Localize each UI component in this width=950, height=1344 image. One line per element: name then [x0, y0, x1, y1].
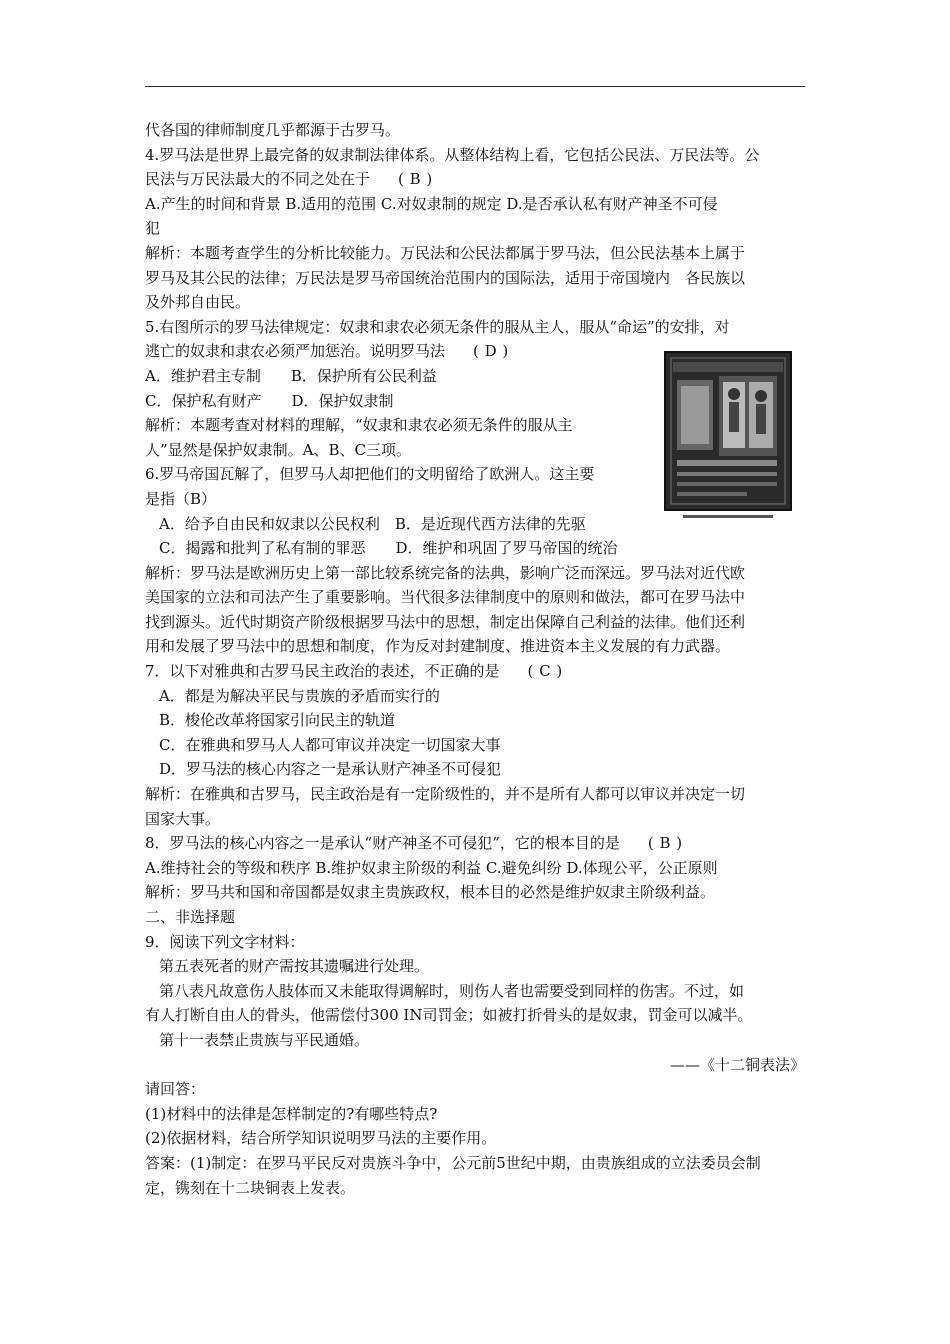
analysis-6: 解析：罗马法是欧洲历史上第一部比较系统完备的法典，影响广泛而深远。罗马法对近代欧	[145, 563, 746, 582]
question-4-stem: 民法与万民法最大的不同之处在于	[145, 170, 371, 189]
text-line: 有人打断自由人的骨头，他需偿付300 IN司罚金；如被打折骨头的是奴隶，罚金可以减半。	[145, 1006, 753, 1025]
question-8-answer: ( B )	[647, 834, 683, 853]
material-table-5: 第五表死者的财产需按其遗嘱进行处理。	[159, 957, 430, 976]
header-rule	[145, 86, 805, 87]
question-7-option-d: D．罗马法的核心内容之一是承认财产神圣不可侵犯	[159, 760, 502, 779]
text-line	[145, 659, 807, 684]
question-6-option-ab: A．给予自由民和奴隶以公民权利 B．是近现代西方法律的先驱	[159, 514, 586, 533]
question-6: 6.罗马帝国瓦解了，但罗马人却把他们的文明留给了欧洲人。这主要	[145, 465, 595, 484]
text-line: 代各国的律师制度几乎都源于古罗马。	[145, 121, 401, 139]
roman-law-image	[663, 350, 793, 522]
question-7-option-c: C．在雅典和罗马人人都可审议并决定一切国家大事	[159, 735, 501, 754]
question-5-answer: ( D )	[473, 342, 509, 361]
question-8-stem: 8．罗马法的核心内容之一是承认“财产神圣不可侵犯”，它的根本目的是	[145, 834, 620, 853]
text-line: 人”显然是保护奴隶制。A、B、C三项。	[145, 440, 412, 459]
text-line	[145, 167, 807, 192]
text-line: 犯	[145, 219, 161, 238]
text-line: 国家大事。	[145, 809, 221, 828]
text-line: 罗马及其公民的法律；万民法是罗马帝国统治范围内的国际法，适用于帝国境内 各民族以	[145, 268, 746, 287]
text-line: 是指（B）	[145, 489, 217, 508]
text-line: 用和发展了罗马法中的思想和制度，作为反对封建制度、推进资本主义发展的有力武器。	[145, 637, 731, 656]
material-table-8: 第八表凡故意伤人肢体而又未能取得调解时，则伤人者也需要受到同样的伤害。不过，如	[159, 981, 745, 1000]
question-7-option-b: B．梭伦改革将国家引向民主的轨道	[159, 711, 396, 730]
text-line: 及外邦自由民。	[145, 293, 251, 312]
analysis-5: 解析：本题考查对材料的理解，“奴隶和隶农必须无条件的服从主	[145, 416, 573, 435]
question-7-answer: ( C )	[527, 662, 563, 681]
question-5-option-ab: A．维护君主专制 B．保护所有公民利益	[145, 366, 437, 385]
sub-question-2: (2)依据材料，结合所学知识说明罗马法的主要作用。	[145, 1129, 497, 1148]
section-heading: 二、非选择题	[145, 908, 236, 926]
question-7-option-a: A．都是为解决平民与贵族的矛盾而实行的	[159, 686, 440, 705]
text-line: 美国家的立法和司法产生了重要影响。当代很多法律制度中的原则和做法，都可在罗马法中	[145, 588, 746, 607]
text-line	[145, 831, 807, 856]
analysis-4: 解析：本题考查学生的分析比较能力。万民法和公民法都属于罗马法，但公民法基本上属于	[145, 243, 746, 262]
text-line: 定，镌刻在十二块铜表上发表。	[145, 1178, 356, 1197]
question-4-options: A.产生的时间和背景 B.适用的范围 C.对奴隶制的规定 D.是否承认私有财产神圣不可侵	[145, 194, 718, 213]
question-8-options: A.维持社会的等级和秩序 B.维护奴隶主阶级的利益 C.避免纠纷 D.体现公平，公正原则	[145, 858, 718, 877]
sub-question-1: (1)材料中的法律是怎样制定的?有哪些特点?	[145, 1104, 438, 1123]
analysis-7: 解析：在雅典和古罗马，民主政治是有一定阶级性的，并不是所有人都可以审议并决定一切	[145, 785, 746, 804]
question-5-option-cd: C．保护私有财产 D．保护奴隶制	[145, 391, 394, 410]
prompt-label: 请回答：	[145, 1080, 206, 1099]
question-5-stem: 逃亡的奴隶和隶农必须严加惩治。说明罗马法	[145, 342, 446, 361]
material-table-11: 第十一表禁止贵族与平民通婚。	[159, 1030, 370, 1049]
question-9: 9．阅读下列文字材料：	[145, 932, 305, 951]
question-4-answer: ( B )	[398, 170, 433, 189]
text-line: 找到源头。近代时期资产阶级根据罗马法中的思想，制定出保障自己利益的法律。他们还利	[145, 612, 746, 631]
document-body	[145, 118, 807, 1200]
material-source: ——《十二铜表法》	[669, 1055, 805, 1074]
answer-1: 答案：(1)制定：在罗马平民反对贵族斗争中，公元前5世纪中期，由贵族组成的立法委员会制	[145, 1153, 761, 1172]
question-7-stem: 7．以下对雅典和古罗马民主政治的表述，不正确的是	[145, 662, 500, 681]
analysis-8: 解析：罗马共和国和帝国都是奴隶主贵族政权，根本目的必然是维护奴隶主阶级利益。	[145, 883, 716, 902]
roman-law-illustration	[663, 350, 793, 522]
question-6-option-cd: C．揭露和批判了私有制的罪恶 D．维护和巩固了罗马帝国的统治	[159, 539, 618, 558]
question-5: 5.右图所示的罗马法律规定：奴隶和隶农必须无条件的服从主人，服从“命运”的安排，对	[145, 317, 730, 336]
question-4: 4.罗马法是世界上最完备的奴隶制法律体系。从整体结构上看，它包括公民法、万民法等。公	[145, 145, 760, 164]
